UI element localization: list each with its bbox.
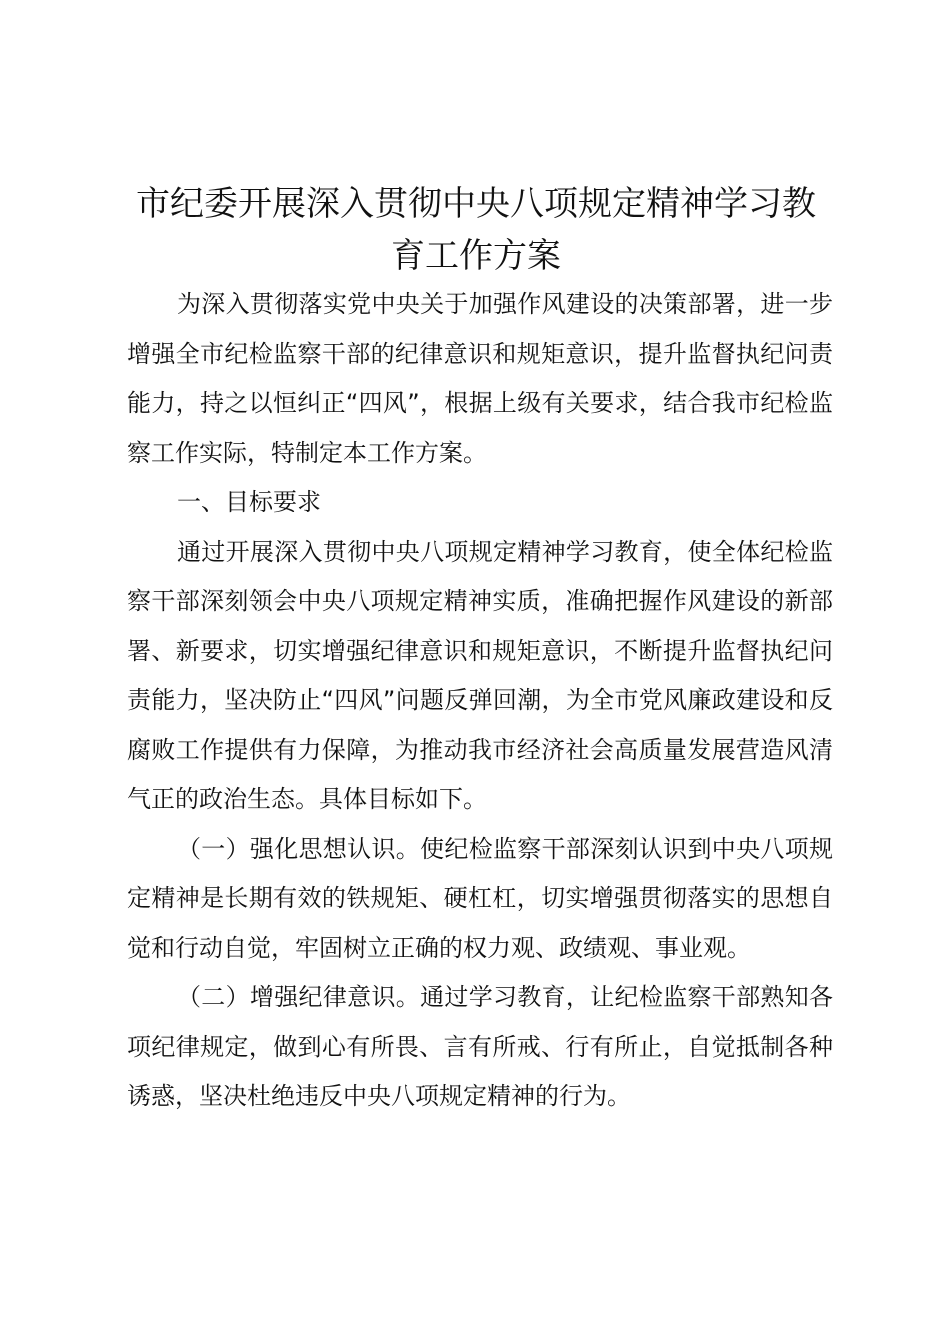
document-title: 市纪委开展深入贯彻中央八项规定精神学习教育工作方案 (136, 184, 816, 276)
document-body (127, 280, 833, 1122)
intro-paragraph: 为深入贯彻落实党中央关于加强作风建设的决策部署，进一步增强全市纪检监察干部的纪律意识和规矩意识，提升监督执纪问责能力，持之以恒纠正“四风”，根据上级有关要求，结合我市纪检监察工作实际，特制定本工作方案。 (127, 290, 833, 467)
body-paragraph: 通过开展深入贯彻中央八项规定精神学习教育，使全体纪检监察干部深刻领会中央八项规定精神实质，准确把握作风建设的新部署、新要求，切实增强纪律意识和规矩意识，不断提升监督执纪问责能力，坚决防止“四风”问题反弹回潮，为全市党风廉政建设和反腐败工作提供有力保障，为推动我市经济社会高质量发展营造风清气正的政治生态。具体目标如下。 (127, 537, 833, 813)
body-paragraph: （二）增强纪律意识。通过学习教育，让纪检监察干部熟知各项纪律规定，做到心有所畏、言有所戒、行有所止，自觉抵制各种诱惑，坚决杜绝违反中央八项规定精神的行为。 (127, 983, 833, 1110)
body-paragraph: （一）强化思想认识。使纪检监察干部深刻认识到中央八项规定精神是长期有效的铁规矩、硬杠杠，切实增强贯彻落实的思想自觉和行动自觉，牢固树立正确的权力观、政绩观、事业观。 (127, 834, 833, 962)
section-heading: 一、目标要求 (177, 488, 321, 516)
